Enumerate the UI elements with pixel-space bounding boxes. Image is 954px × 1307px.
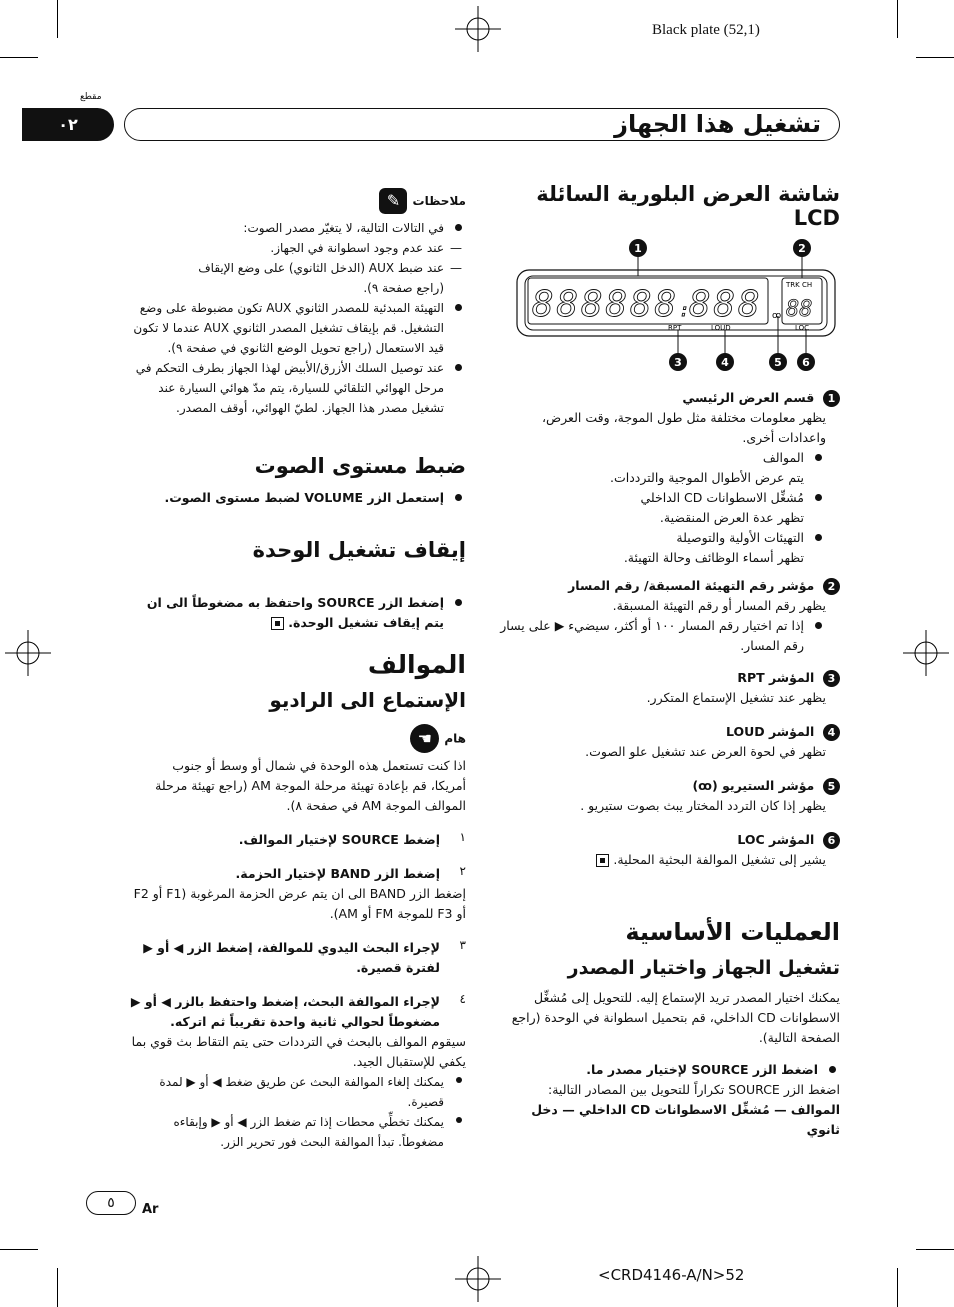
lcd-item-4 bbox=[500, 722, 840, 762]
callout-number: 5 bbox=[774, 356, 782, 369]
volume-bullet: إستعمل الزر VOLUME لضبط مستوى الصوت. bbox=[140, 488, 466, 508]
end-mark-icon bbox=[271, 617, 284, 630]
bullet-head: التهيئات الأولية والتوصيلة bbox=[500, 528, 826, 548]
crop-mark bbox=[916, 1249, 954, 1250]
crop-mark bbox=[897, 0, 898, 38]
lcd-segment-digit: 8 bbox=[581, 284, 603, 325]
lcd-item-1 bbox=[500, 388, 840, 568]
note-dash: عند عدم وجود اسطوانة في الجهاز. bbox=[270, 241, 444, 255]
notes-title: ملاحظات bbox=[412, 194, 466, 208]
plate-label: Black plate (52,1) bbox=[652, 22, 760, 38]
lcd-segment-digit: 8 bbox=[630, 284, 652, 325]
step-subtext: سيقوم الموالف بالبحث في الترددات حتى يتم التقاط بث قوي بما يكفي للإستقبال الجيد. bbox=[131, 1034, 466, 1069]
tuner-title: الموالف bbox=[367, 650, 466, 679]
bullet-head: مُشغِّل الاسطوانات CD الداخلي bbox=[500, 488, 826, 508]
callout-number: 1 bbox=[634, 242, 642, 255]
crop-mark bbox=[57, 1268, 58, 1307]
basic-ops-paragraph: يمكنك اختيار المصدر ترید الإستماع إليه. للتحويل إلى مُشغِّل الاسطوانات CD الداخلي، قم بتحميل اسطوانة في الوحدة (راجع الصفحة التالية). bbox=[511, 990, 840, 1045]
note-bullet: عند توصيل السلك الأزرق/الأبيض لهذا الجهاز بطرف التحكم في مرحل الهوائي التلقائي للسيارة، يتم مدّ هوائي السيارة عند تشغيل مصدر هذا الجهاز. لطيّ الهوائي، أوقف المصدر. bbox=[125, 358, 466, 418]
registration-mark-right bbox=[903, 630, 949, 676]
source-cycle: الموالف — مُشغِّل الاسطوانات CD الداخلي — دخل ثانوي bbox=[531, 1102, 840, 1137]
bullet-text: يتم عرض الأطوال الموجية والترددات. bbox=[610, 470, 804, 485]
important-label: هام bbox=[444, 731, 466, 746]
step-note: يمكنك تخطِّي محطات إذا تم ضغط الزر ◀ أو ▶ وإبقاءه مضغوطاً. تبدأ الموالفة البحث فور تحرير الزر. bbox=[125, 1112, 466, 1152]
bullet-text: إذا تم اختيار رقم المسار ١٠٠ أو أكثر، سيضيء ▶ على يسار رقم المسار. bbox=[500, 616, 826, 656]
lcd-item-text: يظهر رقم المسار أو رقم التهيئة المسبقة. bbox=[612, 598, 826, 613]
lcd-diagram bbox=[510, 236, 840, 372]
lcd-item-text: يظهر إذا كان التردد المختار يبث بصوت ستيريو . bbox=[580, 798, 826, 813]
lcd-segment-digit: 8 bbox=[654, 284, 677, 325]
step-text: إضغط SOURCE لإختيار الموالف. bbox=[238, 832, 440, 847]
callout-badge: 5 bbox=[823, 778, 840, 795]
notes-header bbox=[300, 188, 466, 214]
lcd-loud: LOUD bbox=[711, 324, 731, 332]
dash-icon: — bbox=[450, 261, 462, 275]
listen-title: الإستماع الى الراديو bbox=[269, 688, 466, 712]
section-label: مقطع bbox=[80, 92, 102, 102]
callout-badge: 1 bbox=[823, 390, 840, 407]
note-pencil-icon: ✎ bbox=[379, 188, 407, 214]
crop-mark bbox=[57, 0, 58, 38]
step-item bbox=[125, 992, 466, 1152]
step-item bbox=[125, 938, 466, 978]
callout-number: 4 bbox=[721, 356, 729, 369]
note-dash: عند ضبط AUX (الدخل الثانوي) على وضع الإيقاف bbox=[198, 261, 444, 275]
step-text: إضغط الزر BAND لإختيار الحزمة. bbox=[235, 866, 440, 881]
volume-title: ضبط مستوى الصوت bbox=[254, 454, 466, 478]
dash-icon: — bbox=[450, 241, 462, 255]
lcd-segment-digit: 8 bbox=[556, 284, 579, 325]
steps-list bbox=[125, 830, 466, 1166]
lcd-item-text: واعدادات أخرى. bbox=[742, 430, 826, 445]
step-number: ٣ bbox=[459, 938, 466, 952]
step-item bbox=[125, 830, 466, 850]
note-dash-row bbox=[125, 238, 466, 258]
step-number: ٢ bbox=[459, 864, 466, 878]
basic-ops-bullet bbox=[505, 1060, 840, 1140]
important-header bbox=[300, 724, 466, 753]
language-code: Ar bbox=[142, 1202, 159, 1217]
page-title: تشغيل هذا الجهاز bbox=[614, 110, 821, 138]
lcd-item-text: تظهر في لحوة العرض عند تشغيل علو الصوت. bbox=[585, 744, 826, 759]
lcd-item-title: مؤشر الستيريو (ꝏ) bbox=[692, 778, 815, 793]
callout-badge: 6 bbox=[823, 832, 840, 849]
off-bullet-text: إضغط الزر SOURCE واحتفظ به مضغوطاً الى ان يتم إيقاف تشغيل الوحدة. bbox=[146, 595, 444, 630]
step-text: لإجراء البحث اليدوي للموالفة، إضغط الزر ◀ أو ▶ لفترة قصيرة. bbox=[143, 940, 440, 975]
bullet-subtext: اضغط الزر SOURCE تكراراً للتحويل بين المصادر التالية: bbox=[548, 1082, 840, 1097]
callout-badge: 2 bbox=[823, 578, 840, 595]
lcd-item-text: يظهر معلومات مختلفة مثل طول الموجة، وقت العرض، bbox=[542, 410, 826, 425]
step-item bbox=[125, 864, 466, 924]
lcd-segment-digit: : bbox=[679, 300, 690, 321]
lcd-item-title: المؤشر RPT bbox=[737, 670, 815, 685]
callout-badge: 3 bbox=[823, 670, 840, 687]
registration-mark-top bbox=[455, 6, 501, 52]
crop-mark bbox=[0, 57, 38, 58]
lcd-stereo-icon: ꝏ bbox=[772, 311, 782, 321]
crop-mark bbox=[916, 57, 954, 58]
lcd-item-2 bbox=[500, 576, 840, 656]
bullet-text: تظهر أسماء الوظائف وحالة التهيئة. bbox=[623, 550, 804, 565]
lcd-rpt: RPT bbox=[668, 324, 682, 332]
lcd-loc: LOC bbox=[795, 324, 810, 332]
lcd-segment-digit: 8 bbox=[738, 284, 760, 325]
lcd-trk-ch: TRK CH bbox=[786, 281, 813, 289]
note-continuation: (راجع صفحة ٩). bbox=[363, 281, 444, 295]
lcd-segment-digit: 8 bbox=[532, 284, 554, 325]
lcd-section-title: شاشة العرض البلورية السائلة LCD bbox=[536, 182, 840, 230]
registration-mark-bottom bbox=[455, 1256, 501, 1302]
bullet-head: الموالف bbox=[500, 448, 826, 468]
basic-ops-title: العمليات الأساسية bbox=[625, 918, 840, 946]
crop-mark bbox=[0, 1249, 38, 1250]
lcd-item-3 bbox=[500, 668, 840, 708]
lcd-item-6 bbox=[500, 830, 840, 870]
lcd-track-segments: 88 bbox=[786, 297, 813, 322]
page-number-badge: ٥ bbox=[86, 1191, 136, 1215]
crop-mark bbox=[897, 1268, 898, 1307]
off-title: إيقاف تشغيل الوحدة bbox=[252, 538, 466, 562]
lcd-item-text: يشير إلى تشغيل الموالفة البحثية المحلية. bbox=[613, 852, 826, 867]
registration-mark-left bbox=[5, 630, 51, 676]
callout-number: 3 bbox=[674, 356, 682, 369]
important-text: اذا كنت تستعمل هذه الوحدة في شمال أو وسط أو جنوب أمريكا، قم بإعادة تهيئة مرحلة الموجة AM (راجع تهيئة مرحلة الموالف الموجة AM في صفحة ٨). bbox=[155, 758, 466, 813]
lcd-item-text: يظهر عند تشغيل الإستماع المتكرر. bbox=[646, 690, 826, 705]
step-number: ٤ bbox=[459, 992, 466, 1006]
callout-number: 2 bbox=[798, 242, 806, 255]
lcd-segment-digit: 8 bbox=[605, 284, 628, 325]
lcd-segment-digit: 8 bbox=[713, 284, 736, 325]
lcd-item-title: قسم العرض الرئيسي bbox=[682, 390, 815, 405]
bullet-text: اضغط الزر SOURCE لإختيار مصدر ما. bbox=[505, 1060, 840, 1080]
callout-number: 6 bbox=[802, 356, 810, 369]
callout-badge: 4 bbox=[823, 724, 840, 741]
notes-list bbox=[125, 218, 466, 418]
lcd-segment-digit: 8 bbox=[689, 284, 711, 325]
bullet-text: تظهر عدة العرض المنقضية. bbox=[659, 510, 804, 525]
step-subtext: إضغط الزر BAND الى ان يتم عرض الحزمة المرغوبة (F1 أو F2 أو F3 للموجة FM أو AM). bbox=[133, 886, 466, 921]
note-bullet: في التالات التالية، لا يتغيّر مصدر الصوت: bbox=[125, 218, 466, 238]
basic-ops-subtitle: تشغيل الجهاز واختيار المصدر bbox=[567, 957, 840, 979]
lcd-item-5 bbox=[500, 776, 840, 816]
lcd-item-title: المؤشر LOUD bbox=[725, 724, 815, 739]
lcd-item-title: المؤشر LOC bbox=[737, 832, 815, 847]
page-title-box bbox=[124, 108, 840, 141]
lcd-item-title: مؤشر رقم التهيئة المسبقة/ رقم المسار bbox=[568, 578, 815, 593]
note-bullet: التهيئة المبدئية للمصدر الثانوي AUX تكون مضبوطة على وضع التشغيل. قم بإيقاف تشغيل المصدر الثانوي AUX عندما لا تكون قيد الاستعمال (راجع تحويل الوضع الثانوي في صفحة ٩). bbox=[125, 298, 466, 358]
step-text: لإجراء الموالفة البحث، إضغط واحتفظ بالزر ◀ أو ▶ مضغوطاً لحوالي ثانية واحدة تقريباً ثم اتركه. bbox=[130, 994, 440, 1029]
end-mark-icon bbox=[596, 854, 609, 867]
off-bullet bbox=[140, 593, 466, 633]
step-note: يمكنك إلغاء الموالفة البحث عن طريق ضغط ◀ أو ▶ لمدة قصيرة. bbox=[125, 1072, 466, 1112]
note-dash-row bbox=[125, 258, 466, 278]
section-number-tab: ٠٢ bbox=[22, 108, 114, 141]
important-hand-icon: ☚ bbox=[410, 724, 439, 753]
step-number: ١ bbox=[459, 830, 466, 844]
lcd-items bbox=[500, 388, 840, 870]
document-code: <CRD4146-A/N>52 bbox=[598, 1266, 745, 1284]
